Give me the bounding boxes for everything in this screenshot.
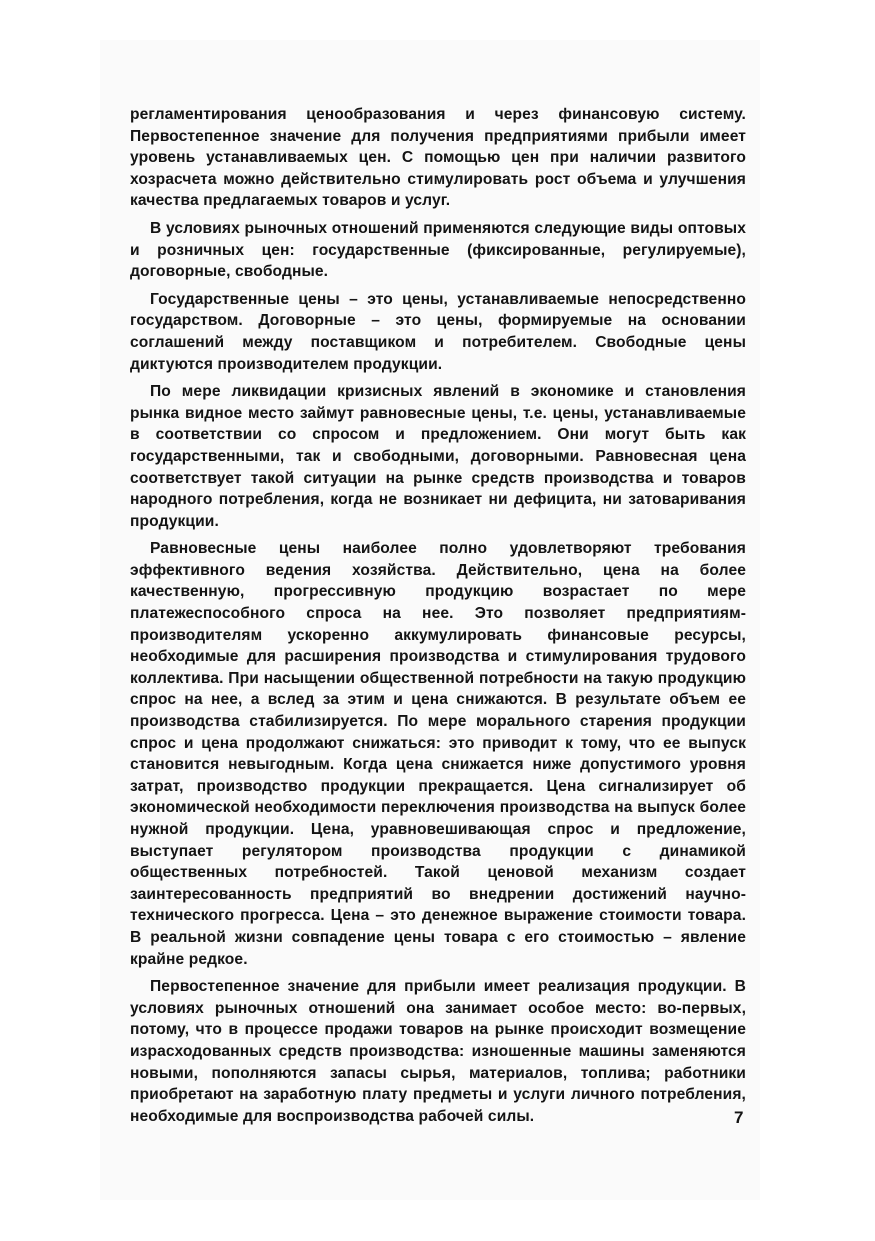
paragraph-5: Равновесные цены наиболее полно удовлетворяют требования эффективного ведения хозяйства. Действительно, цена на более качественную, прогрессивную продукцию возрастает по мере платежеспособного спроса на нее. Это позволяет предприятиям-производителям ускоренно аккумулировать финансовые ресурсы, необходимые для расширения производства и стимулирования трудового коллектива. При насыщении общественной потребности на такую продукцию спрос на нее, а вслед за этим и цена снижаются. В результате объем ее производства стабилизируется. По мере морального старения продукции спрос и цена продолжают снижаться: это приводит к тому, что ее выпуск становится невыгодным. Когда цена снижается ниже допустимого уровня затрат, производство продукции прекращается. Цена сигнализирует об экономической необходимости переключения производства на выпуск более нужной продукции. Цена, уравновешивающая спрос и предложение, выступает регулятором производства продукции с динамикой общественных потребностей. Такой ценовой механизм создает заинтересованность предприятий во внедрении достижений научно-технического прогресса. Цена – это денежное выражение стоимости товара. В реальной жизни совпадение цены товара с его стоимостью – явление крайне редкое. [130,540,746,968]
paragraph-6: Первостепенное значение для прибыли имеет реализация продукции. В условиях рыночных отношений она занимает особое место: во-первых, потому, что в процессе продажи товаров на рынке происходит возмещение израсходованных средств производства: изношенные машины заменяются новыми, пополняются запасы сырья, материалов, топлива; работники приобретают на заработную плату предметы и услуги личного потребления, необходимые для воспроизводства рабочей силы. [130,978,746,1125]
paragraph-1: регламентирования ценообразования и через финансовую систему. Первостепенное значение для получения предприятиями прибыли имеет уровень устанавливаемых цен. С помощью цен при наличии развитого хозрасчета можно действительно стимулировать рост объема и улучшения качества предлагаемых товаров и услуг. [130,106,746,210]
paragraph-4: По мере ликвидации кризисных явлений в экономике и становления рынка видное место займут равновесные цены, т.е. цены, устанавливаемые в соответствии со спросом и предложением. Они могут быть как государственными, так и свободными, договорными. Равновесная цена соответствует такой ситуации на рынке средств производства и товаров народного потребления, когда не возникает ни дефицита, ни затоваривания продукции. [130,383,746,530]
page-number: 7 [734,1108,744,1127]
paragraph-2: В условиях рыночных отношений применяются следующие виды оптовых и розничных цен: государственные (фиксированные, регулируемые), договорные, свободные. [130,219,746,281]
body-text [130,104,746,1127]
paragraph-3: Государственные цены – это цены, устанавливаемые непосредственно государством. Договорные – это цены, формируемые на основании соглашений между поставщиком и потребителем. Свободные цены диктуются производителем продукции. [130,290,746,373]
